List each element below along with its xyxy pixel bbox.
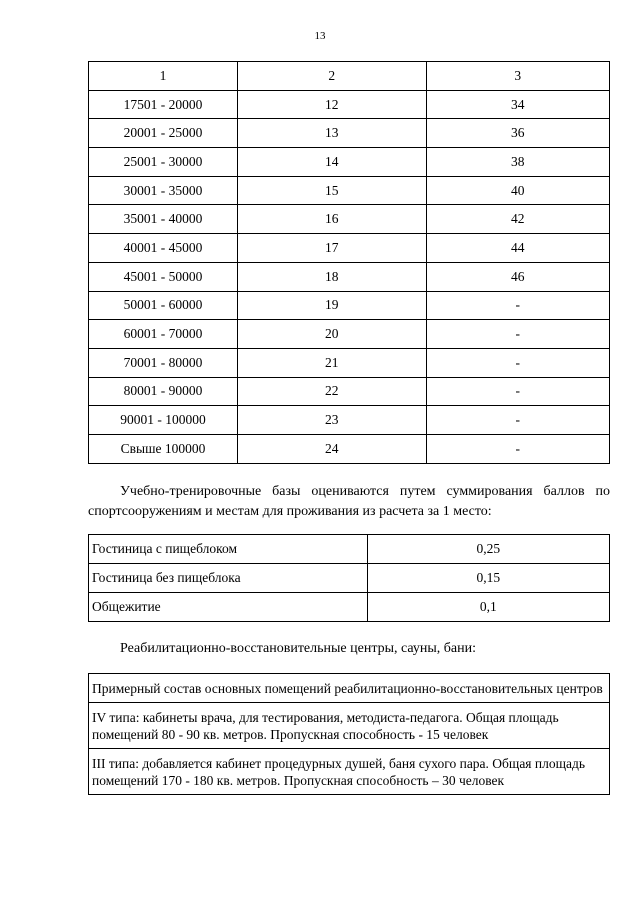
table-cell: 70001 - 80000 <box>89 348 238 377</box>
column-header: 3 <box>426 62 610 91</box>
table-row <box>89 205 610 234</box>
table-cell: 23 <box>238 406 426 435</box>
table-cell: Гостиница с пищеблоком <box>89 535 368 564</box>
table-cell: 60001 - 70000 <box>89 320 238 349</box>
page-number: 13 <box>314 30 326 42</box>
accommodation-points-table <box>88 534 610 622</box>
table-cell: 13 <box>238 119 426 148</box>
table-cell: - <box>426 434 610 463</box>
sports-points-table <box>88 61 610 464</box>
table-cell: 36 <box>426 119 610 148</box>
table-cell: 15 <box>238 176 426 205</box>
table-cell: III типа: добавляется кабинет процедурных душей, баня сухого пара. Общая площадь помещений 170 - 180 кв. метров. Пропускная способность – 30 человек <box>89 749 610 795</box>
table-cell: 44 <box>426 234 610 263</box>
table-cell: 12 <box>238 90 426 119</box>
table-cell: - <box>426 291 610 320</box>
table-row <box>89 564 610 593</box>
table-cell: Примерный состав основных помещений реабилитационно-восстановительных центров <box>89 674 610 703</box>
table-cell: - <box>426 406 610 435</box>
table-cell: 25001 - 30000 <box>89 148 238 177</box>
table-cell: - <box>426 377 610 406</box>
table-cell: 20001 - 25000 <box>89 119 238 148</box>
table-cell: 34 <box>426 90 610 119</box>
table-cell: 14 <box>238 148 426 177</box>
table-cell: 50001 - 60000 <box>89 291 238 320</box>
table-cell: 0,15 <box>367 564 609 593</box>
table-cell: 45001 - 50000 <box>89 262 238 291</box>
table-cell: Общежитие <box>89 593 368 622</box>
table-row <box>89 535 610 564</box>
table-row <box>89 749 610 795</box>
table-cell: 46 <box>426 262 610 291</box>
table-cell: 17 <box>238 234 426 263</box>
table-cell: 90001 - 100000 <box>89 406 238 435</box>
table-cell: 42 <box>426 205 610 234</box>
table-cell: 16 <box>238 205 426 234</box>
table-header-row <box>89 62 610 91</box>
table-cell: IV типа: кабинеты врача, для тестирования, методиста-педагога. Общая площадь помещений 80 - 90 кв. метров. Пропускная способность - 15 человек <box>89 703 610 749</box>
table-cell: 19 <box>238 291 426 320</box>
table-cell: - <box>426 348 610 377</box>
table-row <box>89 434 610 463</box>
table-row <box>89 234 610 263</box>
table-row <box>89 90 610 119</box>
column-header: 2 <box>238 62 426 91</box>
table-cell: Свыше 100000 <box>89 434 238 463</box>
table-row <box>89 148 610 177</box>
column-header: 1 <box>89 62 238 91</box>
table-cell: 35001 - 40000 <box>89 205 238 234</box>
table-cell: 0,1 <box>367 593 609 622</box>
table-row <box>89 262 610 291</box>
table-cell: 21 <box>238 348 426 377</box>
table-cell: 24 <box>238 434 426 463</box>
table-cell: 22 <box>238 377 426 406</box>
table-cell: 30001 - 35000 <box>89 176 238 205</box>
table-row <box>89 703 610 749</box>
table-row <box>89 406 610 435</box>
table-row <box>89 320 610 349</box>
table-cell: 18 <box>238 262 426 291</box>
table-cell: 20 <box>238 320 426 349</box>
table-row <box>89 291 610 320</box>
table-cell: 17501 - 20000 <box>89 90 238 119</box>
table-row <box>89 593 610 622</box>
rehab-centers-paragraph: Реабилитационно-восстановительные центры, сауны, бани: <box>120 641 477 656</box>
table-row <box>89 348 610 377</box>
table-cell: Гостиница без пищеблока <box>89 564 368 593</box>
rehab-centers-table <box>88 673 610 795</box>
table-cell: 80001 - 90000 <box>89 377 238 406</box>
table-cell: 40001 - 45000 <box>89 234 238 263</box>
table-cell: 38 <box>426 148 610 177</box>
table-row <box>89 674 610 703</box>
table-row <box>89 377 610 406</box>
table-cell: 40 <box>426 176 610 205</box>
training-bases-paragraph: Учебно-тренировочные базы оцениваются путем суммирования баллов по спортсооружениям и местам для проживания из расчета за 1 место: <box>88 484 610 519</box>
table-cell: - <box>426 320 610 349</box>
table-row <box>89 176 610 205</box>
table-cell: 0,25 <box>367 535 609 564</box>
table-row <box>89 119 610 148</box>
